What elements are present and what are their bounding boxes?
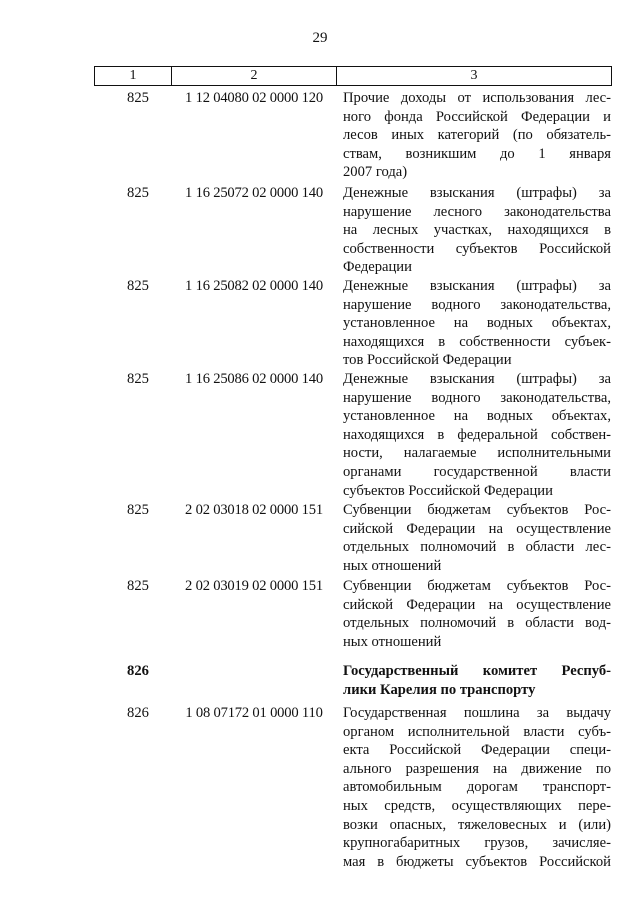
description-line: Прочие доходы от использования лес- — [343, 90, 611, 106]
description-line: лесов иных категорий (по обязатель- — [343, 127, 611, 144]
description-line: автомобильным дорогам транспорт- — [343, 779, 611, 796]
description-line: мая в бюджеты субъектов Российской — [343, 853, 611, 870]
admin-code: 825 — [127, 502, 149, 518]
description-line: Государственная пошлина за выдачу — [343, 705, 611, 721]
description — [343, 89, 611, 182]
description-line: ного фонда Российской Федерации и — [343, 108, 611, 125]
description-line: Субвенции бюджетам субъектов Рос- — [343, 578, 611, 594]
budget-code: 1 16 25086 02 0000 140 — [185, 371, 323, 387]
description-line: нарушение водного законодательства, — [343, 389, 611, 406]
description-line: на лесных участках, находящихся в — [343, 222, 611, 239]
description-line: собственности субъектов Российской — [343, 240, 611, 257]
description-line: нарушение лесного законодательства — [343, 203, 611, 220]
budget-code: 1 08 07172 01 0000 110 — [185, 705, 323, 721]
description-line: ных отношений — [343, 633, 442, 650]
description — [343, 704, 611, 871]
header-col-2: 2 — [172, 67, 337, 85]
description-line: тов Российской Федерации — [343, 352, 512, 369]
description-line: сийской Федерации на осуществление — [343, 596, 611, 613]
budget-code: 1 16 25072 02 0000 140 — [185, 185, 323, 201]
description-line: крупногабаритных грузов, зачисляе- — [343, 835, 611, 852]
description-line: екта Российской Федерации специ- — [343, 742, 611, 759]
page-number: 29 — [312, 30, 328, 46]
description-line: лики Карелия по транспорту — [343, 681, 536, 698]
description-line: сийской Федерации на осуществление — [343, 520, 611, 537]
admin-code: 825 — [127, 185, 149, 201]
table-header — [94, 66, 612, 86]
description-line: ствам, возникшим до 1 января — [343, 145, 611, 162]
description — [343, 370, 611, 500]
budget-code: 2 02 03018 02 0000 151 — [185, 502, 323, 518]
header-col-1: 1 — [95, 67, 172, 85]
description-line: ности, налагаемые исполнительными — [343, 445, 611, 462]
description-line: находящихся в собственности субъек- — [343, 333, 611, 350]
description-line: отдельных полномочий в области лес- — [343, 539, 611, 556]
admin-code: 826 — [127, 705, 149, 721]
description-line: возки опасных, тяжеловесных и (или) — [343, 816, 611, 833]
admin-code: 825 — [127, 278, 149, 294]
budget-code: 1 16 25082 02 0000 140 — [185, 278, 323, 294]
description-line: органами государственной власти — [343, 463, 611, 480]
description — [343, 277, 611, 370]
description-line: ных отношений — [343, 557, 442, 574]
description — [343, 184, 611, 277]
description-line: Денежные взыскания (штрафы) за — [343, 278, 611, 294]
admin-code: 825 — [127, 371, 149, 387]
budget-code: 2 02 03019 02 0000 151 — [185, 578, 323, 594]
description-line: Федерации — [343, 259, 412, 276]
description-line: Субвенции бюджетам субъектов Рос- — [343, 502, 611, 518]
description-line: Государственный комитет Респуб- — [343, 663, 611, 679]
description — [343, 662, 611, 699]
description — [343, 577, 611, 651]
description-line: ных средств, осуществляющих пере- — [343, 797, 611, 814]
admin-code: 825 — [127, 90, 149, 106]
description-line: 2007 года) — [343, 164, 408, 181]
admin-code: 826 — [127, 663, 149, 679]
description-line: находящихся в федеральной собствен- — [343, 426, 611, 443]
description-line: Денежные взыскания (штрафы) за — [343, 371, 611, 387]
description-line: Денежные взыскания (штрафы) за — [343, 185, 611, 201]
description-line: установленное на водных объектах, — [343, 408, 611, 425]
description — [343, 501, 611, 575]
admin-code: 825 — [127, 578, 149, 594]
description-line: установленное на водных объектах, — [343, 315, 611, 332]
description-line: отдельных полномочий в области вод- — [343, 615, 611, 632]
description-line: ального разрешения на движение по — [343, 760, 611, 777]
description-line: органом исполнительной власти субъ- — [343, 723, 611, 740]
header-col-3: 3 — [470, 68, 478, 83]
budget-code: 1 12 04080 02 0000 120 — [185, 90, 323, 106]
description-line: нарушение водного законодательства, — [343, 296, 611, 313]
description-line: субъектов Российской Федерации — [343, 482, 553, 499]
